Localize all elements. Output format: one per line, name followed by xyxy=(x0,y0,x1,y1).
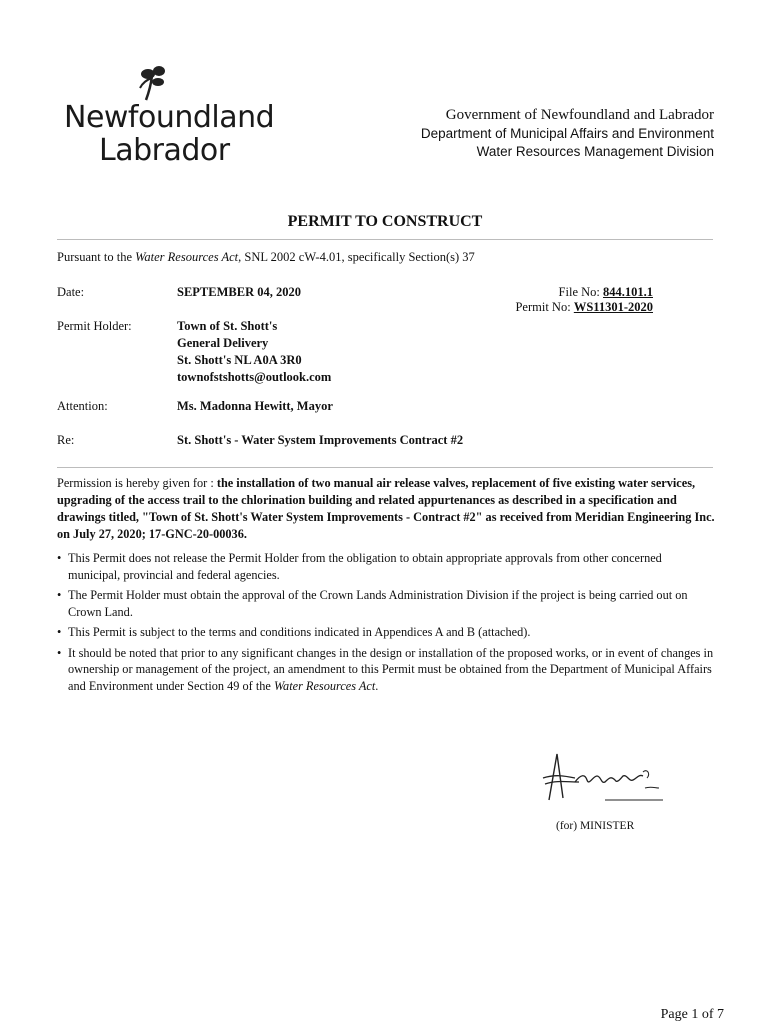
holder-name: Town of St. Shott's xyxy=(177,319,278,333)
permission-statement xyxy=(57,475,717,543)
pursuant-statement xyxy=(57,250,475,265)
permit-number-row xyxy=(515,300,653,315)
signature-caption: (for) MINISTER xyxy=(556,820,635,832)
condition-text: The Permit Holder must obtain the approval of the Crown Lands Administration Division if the project is being carried out on Crown Land. xyxy=(68,588,688,619)
bullet-icon: • xyxy=(57,588,62,602)
bullet-icon: • xyxy=(57,625,62,639)
bullet-icon: • xyxy=(57,645,62,660)
condition-text: It should be noted that prior to any significant changes in the design or installation of the proposed works, or in event of changes in ownership or management of the project, an amendment to this Permit must be obtained from the Department of Municipal Affairs and Environment under Section 49 of the xyxy=(68,645,714,693)
permit-holder-address xyxy=(177,318,331,386)
condition-item xyxy=(57,624,717,641)
re-value: St. Shott's - Water System Improvements Contract #2 xyxy=(177,433,464,447)
date-value: SEPTEMBER 04, 2020 xyxy=(177,285,301,299)
pitcher-plant-icon xyxy=(134,62,174,102)
holder-email: townofstshotts@outlook.com xyxy=(177,370,332,384)
condition-end: . xyxy=(375,678,379,693)
act-name: Water Resources Act xyxy=(135,250,239,264)
condition-text: This Permit is subject to the terms and conditions indicated in Appendices A and B (attached). xyxy=(68,625,531,639)
government-header xyxy=(421,106,714,161)
logo-text-newfoundland: Newfoundland xyxy=(64,100,275,135)
permit-number-label: Permit No: xyxy=(515,300,571,314)
bullet-icon: • xyxy=(57,551,62,565)
file-number-label: File No: xyxy=(558,285,600,299)
logo-text-labrador: Labrador xyxy=(99,133,230,168)
permit-holder-label: Permit Holder: xyxy=(57,319,132,333)
pursuant-suffix: , SNL 2002 cW-4.01, specifically Section(s) 37 xyxy=(238,250,475,264)
permission-description: the installation of two manual air release valves, replacement of five existing water services, upgrading of the access trail to the chlorination building and related appurtenances as described in a specification and drawings titled, "Town of St. Shott's Water System Improvements - Contract #2" as received from Meridian Engineering Inc. on July 27, 2020; 17-GNC-20-00036. xyxy=(57,476,715,541)
permission-lead: Permission is hereby given for : xyxy=(57,476,217,490)
re-label: Re: xyxy=(57,433,75,447)
condition-text: This Permit does not release the Permit Holder from the obligation to obtain appropriate approvals from other concerned municipal, provincial and federal agencies. xyxy=(68,551,662,582)
file-number-row xyxy=(515,285,653,300)
act-name: Water Resources Act xyxy=(273,678,376,693)
file-reference-block xyxy=(515,285,653,315)
condition-item xyxy=(57,645,717,695)
holder-city-line: St. Shott's NL A0A 3R0 xyxy=(177,353,302,367)
divider xyxy=(57,467,713,468)
condition-item xyxy=(57,587,717,620)
government-name: Government of Newfoundland and Labrador xyxy=(445,107,714,123)
document-title: PERMIT TO CONSTRUCT xyxy=(287,213,483,230)
condition-item xyxy=(57,550,717,583)
conditions-list xyxy=(57,550,717,698)
attention-label: Attention: xyxy=(57,399,108,413)
newfoundland-labrador-logo xyxy=(62,62,275,172)
file-number-value: 844.101.1 xyxy=(603,285,653,299)
date-label: Date: xyxy=(57,285,85,299)
page-number: Page 1 of 7 xyxy=(660,1007,724,1022)
minister-signature xyxy=(535,748,665,808)
permit-number-value: WS11301-2020 xyxy=(573,300,653,314)
divider xyxy=(57,239,713,240)
holder-address-line: General Delivery xyxy=(177,336,269,350)
pursuant-prefix: Pursuant to the xyxy=(57,250,136,264)
attention-value: Ms. Madonna Hewitt, Mayor xyxy=(177,399,333,413)
department-name: Department of Municipal Affairs and Environment xyxy=(420,126,714,141)
division-name: Water Resources Management Division xyxy=(476,144,714,159)
